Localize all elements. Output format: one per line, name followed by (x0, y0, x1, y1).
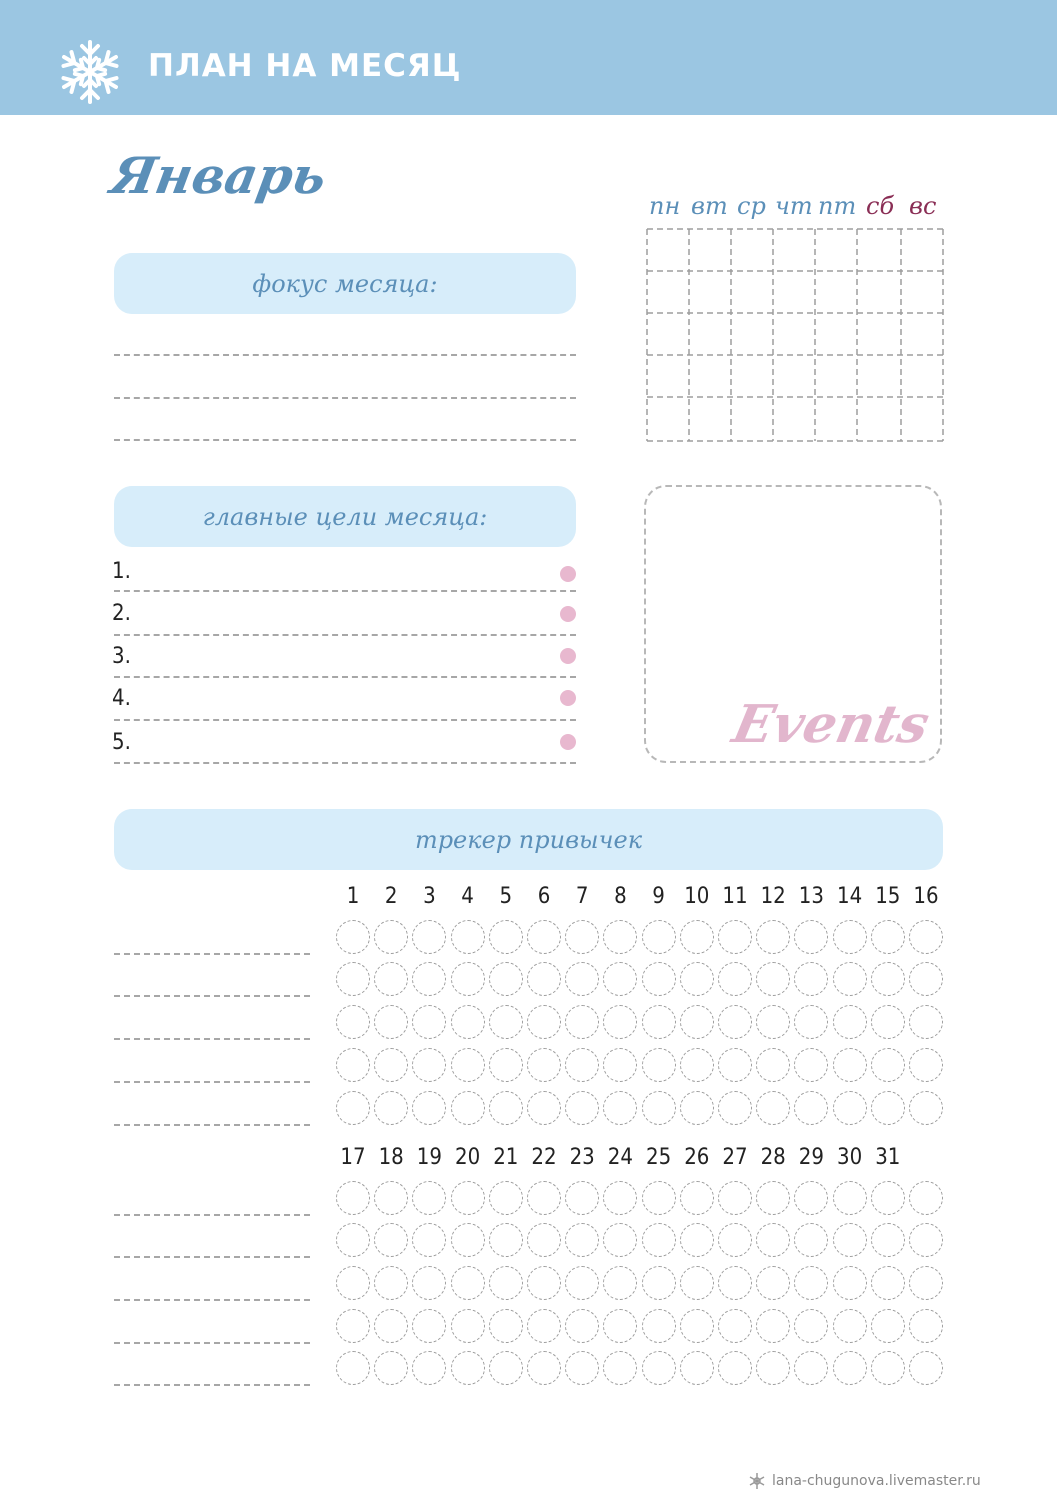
habit-check-circle[interactable] (871, 962, 905, 996)
habit-check-circle[interactable] (642, 1091, 676, 1125)
habit-check-circle[interactable] (833, 962, 867, 996)
habit-check-circle[interactable] (336, 1266, 370, 1300)
habit-check-circle[interactable] (756, 962, 790, 996)
habit-check-circle[interactable] (489, 1005, 523, 1039)
day-number: 11 (722, 884, 748, 909)
habit-check-circle[interactable] (680, 1005, 714, 1039)
goal-line[interactable] (114, 590, 576, 592)
day-number: 13 (798, 884, 824, 909)
goal-number: 4. (112, 686, 131, 711)
habit-check-circle[interactable] (718, 1309, 752, 1343)
goal-dot[interactable] (560, 606, 576, 622)
habit-check-circle[interactable] (527, 962, 561, 996)
habit-check-circle[interactable] (794, 1266, 828, 1300)
habit-check-circle[interactable] (909, 1181, 943, 1215)
habit-name-line[interactable] (114, 995, 310, 997)
habit-check-circle[interactable] (794, 1223, 828, 1257)
habit-check-circle[interactable] (565, 1223, 599, 1257)
day-number: 23 (569, 1145, 595, 1170)
habit-check-circle[interactable] (336, 962, 370, 996)
habit-check-circle[interactable] (871, 1048, 905, 1082)
weekday-sat: сб (866, 192, 895, 220)
habit-check-circle[interactable] (489, 920, 523, 954)
habit-check-circle[interactable] (565, 1181, 599, 1215)
habit-check-circle[interactable] (527, 1351, 561, 1385)
habit-check-circle[interactable] (412, 1091, 446, 1125)
tracker-header (114, 809, 943, 870)
habit-check-circle[interactable] (756, 1309, 790, 1343)
habit-check-circle[interactable] (642, 1351, 676, 1385)
habit-check-circle[interactable] (412, 1048, 446, 1082)
habit-check-circle[interactable] (833, 1309, 867, 1343)
day-number: 15 (875, 884, 901, 909)
habit-check-circle[interactable] (833, 1005, 867, 1039)
habit-check-circle[interactable] (451, 1091, 485, 1125)
month-title: Январь (106, 146, 331, 205)
habit-check-circle[interactable] (527, 920, 561, 954)
focus-line[interactable] (114, 439, 576, 441)
habit-check-circle[interactable] (680, 1309, 714, 1343)
habit-check-circle[interactable] (794, 1048, 828, 1082)
habit-check-circle[interactable] (794, 1181, 828, 1215)
habit-check-circle[interactable] (374, 1223, 408, 1257)
habit-check-circle[interactable] (871, 1005, 905, 1039)
habit-check-circle[interactable] (718, 1223, 752, 1257)
habit-check-circle[interactable] (718, 920, 752, 954)
habit-check-circle[interactable] (374, 1266, 408, 1300)
habit-check-circle[interactable] (412, 962, 446, 996)
events-label: Events (727, 694, 935, 755)
habit-check-circle[interactable] (642, 1048, 676, 1082)
habit-check-circle[interactable] (489, 1351, 523, 1385)
habit-name-line[interactable] (114, 1384, 310, 1386)
habit-check-circle[interactable] (603, 1223, 637, 1257)
goal-number: 3. (112, 644, 131, 669)
habit-check-circle[interactable] (642, 1223, 676, 1257)
habit-check-circle[interactable] (527, 1266, 561, 1300)
habit-check-circle[interactable] (489, 1048, 523, 1082)
day-number: 20 (455, 1145, 481, 1170)
habit-check-circle[interactable] (336, 1351, 370, 1385)
habit-check-circle[interactable] (680, 920, 714, 954)
habit-check-circle[interactable] (642, 1005, 676, 1039)
habit-check-circle[interactable] (756, 1181, 790, 1215)
habit-check-circle[interactable] (642, 1181, 676, 1215)
habit-check-circle[interactable] (412, 920, 446, 954)
habit-name-line[interactable] (114, 1038, 310, 1040)
habit-check-circle[interactable] (756, 1091, 790, 1125)
habit-check-circle[interactable] (412, 1223, 446, 1257)
habit-check-circle[interactable] (489, 1309, 523, 1343)
habit-name-line[interactable] (114, 1214, 310, 1216)
habit-check-circle[interactable] (336, 1309, 370, 1343)
day-number: 17 (340, 1145, 366, 1170)
weekday-fri: пт (818, 192, 857, 220)
habit-check-circle[interactable] (527, 1005, 561, 1039)
habit-check-circle[interactable] (756, 1005, 790, 1039)
habit-check-circle[interactable] (909, 1091, 943, 1125)
weekday-mon: пн (649, 192, 681, 220)
habit-check-circle[interactable] (451, 1351, 485, 1385)
focus-line[interactable] (114, 354, 576, 356)
habit-check-circle[interactable] (909, 962, 943, 996)
habit-check-circle[interactable] (374, 1309, 408, 1343)
habit-check-circle[interactable] (412, 1005, 446, 1039)
day-number: 14 (837, 884, 863, 909)
habit-check-circle[interactable] (451, 1223, 485, 1257)
habit-check-circle[interactable] (412, 1266, 446, 1300)
weekday-thu: чт (775, 192, 813, 220)
habit-check-circle[interactable] (833, 1266, 867, 1300)
habit-check-circle[interactable] (642, 1266, 676, 1300)
habit-check-circle[interactable] (336, 1223, 370, 1257)
habit-check-circle[interactable] (871, 1309, 905, 1343)
habit-check-circle[interactable] (374, 1005, 408, 1039)
habit-check-circle[interactable] (680, 1091, 714, 1125)
habit-check-circle[interactable] (833, 1181, 867, 1215)
habit-check-circle[interactable] (756, 1223, 790, 1257)
habit-check-circle[interactable] (451, 1181, 485, 1215)
habit-check-circle[interactable] (680, 1351, 714, 1385)
habit-check-circle[interactable] (871, 920, 905, 954)
habit-check-circle[interactable] (565, 962, 599, 996)
day-number: 19 (416, 1145, 442, 1170)
habit-check-circle[interactable] (833, 1048, 867, 1082)
day-number: 25 (646, 1145, 672, 1170)
habit-check-circle[interactable] (489, 1223, 523, 1257)
habit-check-circle[interactable] (603, 920, 637, 954)
habit-check-circle[interactable] (680, 1266, 714, 1300)
habit-name-line[interactable] (114, 1342, 310, 1344)
habit-check-circle[interactable] (565, 1309, 599, 1343)
snowflake-icon (748, 1472, 766, 1490)
tracker-label: трекер привычек (414, 825, 643, 854)
habit-check-circle[interactable] (756, 1266, 790, 1300)
habit-check-circle[interactable] (871, 1181, 905, 1215)
habit-name-line[interactable] (114, 1081, 310, 1083)
snowflake-icon (58, 38, 122, 106)
habit-check-circle[interactable] (527, 1223, 561, 1257)
day-number: 16 (913, 884, 939, 909)
habit-check-circle[interactable] (794, 1005, 828, 1039)
habit-check-circle[interactable] (756, 1351, 790, 1385)
habit-check-circle[interactable] (565, 1048, 599, 1082)
habit-check-circle[interactable] (451, 920, 485, 954)
goal-line[interactable] (114, 719, 576, 721)
focus-label: фокус месяца: (252, 269, 438, 298)
habit-check-circle[interactable] (718, 1266, 752, 1300)
page-title: ПЛАН НА МЕСЯЦ (148, 48, 462, 84)
day-number: 31 (875, 1145, 901, 1170)
habit-check-circle[interactable] (718, 1048, 752, 1082)
day-number: 1 (346, 884, 360, 909)
focus-header (114, 253, 576, 314)
habit-check-circle[interactable] (565, 1351, 599, 1385)
habit-name-line[interactable] (114, 1124, 310, 1126)
focus-line[interactable] (114, 397, 576, 399)
goal-number: 5. (112, 730, 131, 755)
day-number: 27 (722, 1145, 748, 1170)
habit-check-circle[interactable] (451, 1309, 485, 1343)
habit-check-circle[interactable] (794, 920, 828, 954)
day-number: 9 (652, 884, 665, 909)
day-number: 21 (493, 1145, 519, 1170)
habit-check-circle[interactable] (718, 1181, 752, 1215)
day-number: 18 (378, 1145, 404, 1170)
habit-check-circle[interactable] (680, 962, 714, 996)
habit-check-circle[interactable] (909, 1048, 943, 1082)
habit-check-circle[interactable] (909, 920, 943, 954)
calendar-grid[interactable] (646, 228, 944, 444)
habit-name-line[interactable] (114, 1256, 310, 1258)
habit-check-circle[interactable] (374, 962, 408, 996)
goals-header (114, 486, 576, 547)
habit-check-circle[interactable] (603, 1048, 637, 1082)
habit-check-circle[interactable] (794, 962, 828, 996)
habit-name-line[interactable] (114, 953, 310, 955)
goals-label: главные цели месяца: (202, 502, 488, 531)
habit-check-circle[interactable] (603, 1091, 637, 1125)
habit-check-circle[interactable] (909, 1005, 943, 1039)
day-number: 30 (837, 1145, 863, 1170)
habit-check-circle[interactable] (527, 1048, 561, 1082)
goal-line[interactable] (114, 634, 576, 636)
habit-check-circle[interactable] (642, 962, 676, 996)
habit-check-circle[interactable] (871, 1351, 905, 1385)
habit-check-circle[interactable] (336, 920, 370, 954)
habit-check-circle[interactable] (489, 1181, 523, 1215)
habit-check-circle[interactable] (374, 920, 408, 954)
goal-dot[interactable] (560, 648, 576, 664)
footer (748, 1472, 981, 1490)
habit-check-circle[interactable] (833, 1223, 867, 1257)
habit-check-circle[interactable] (909, 1266, 943, 1300)
habit-check-circle[interactable] (718, 1005, 752, 1039)
habit-check-circle[interactable] (336, 1005, 370, 1039)
day-number: 10 (684, 884, 710, 909)
habit-check-circle[interactable] (909, 1351, 943, 1385)
habit-check-circle[interactable] (871, 1223, 905, 1257)
habit-check-circle[interactable] (489, 1266, 523, 1300)
habit-check-circle[interactable] (412, 1181, 446, 1215)
habit-check-circle[interactable] (833, 920, 867, 954)
habit-check-circle[interactable] (336, 1091, 370, 1125)
day-number: 29 (798, 1145, 824, 1170)
habit-check-circle[interactable] (871, 1091, 905, 1125)
goal-line[interactable] (114, 762, 576, 764)
day-number: 12 (760, 884, 786, 909)
goal-dot[interactable] (560, 566, 576, 582)
day-number: 8 (614, 884, 627, 909)
weekday-wed: ср (737, 192, 766, 220)
day-number: 28 (760, 1145, 786, 1170)
day-number: 4 (461, 884, 474, 909)
habit-check-circle[interactable] (603, 1309, 637, 1343)
habit-check-circle[interactable] (909, 1309, 943, 1343)
habit-check-circle[interactable] (374, 1351, 408, 1385)
habit-check-circle[interactable] (680, 1048, 714, 1082)
habit-check-circle[interactable] (336, 1181, 370, 1215)
habit-check-circle[interactable] (756, 920, 790, 954)
habit-check-circle[interactable] (603, 1005, 637, 1039)
habit-check-circle[interactable] (527, 1181, 561, 1215)
habit-check-circle[interactable] (412, 1309, 446, 1343)
habit-check-circle[interactable] (603, 1351, 637, 1385)
day-number: 24 (607, 1145, 633, 1170)
habit-check-circle[interactable] (756, 1048, 790, 1082)
habit-check-circle[interactable] (642, 920, 676, 954)
habit-check-circle[interactable] (565, 1091, 599, 1125)
habit-check-circle[interactable] (527, 1091, 561, 1125)
habit-check-circle[interactable] (489, 1091, 523, 1125)
habit-check-circle[interactable] (374, 1048, 408, 1082)
habit-check-circle[interactable] (565, 920, 599, 954)
habit-check-circle[interactable] (603, 1181, 637, 1215)
goal-line[interactable] (114, 676, 576, 678)
habit-check-circle[interactable] (718, 962, 752, 996)
habit-check-circle[interactable] (451, 1005, 485, 1039)
habit-check-circle[interactable] (603, 1266, 637, 1300)
page-header (0, 0, 1057, 115)
habit-check-circle[interactable] (336, 1048, 370, 1082)
habit-check-circle[interactable] (718, 1351, 752, 1385)
habit-check-circle[interactable] (603, 962, 637, 996)
habit-check-circle[interactable] (451, 1048, 485, 1082)
habit-check-circle[interactable] (374, 1091, 408, 1125)
habit-check-circle[interactable] (833, 1091, 867, 1125)
habit-check-circle[interactable] (527, 1309, 561, 1343)
habit-check-circle[interactable] (642, 1309, 676, 1343)
day-number: 6 (537, 884, 551, 909)
goal-dot[interactable] (560, 690, 576, 706)
day-number: 22 (531, 1145, 557, 1170)
goal-number: 2. (112, 601, 131, 626)
day-number: 5 (499, 884, 513, 909)
events-box[interactable] (644, 485, 942, 763)
day-number: 3 (423, 884, 436, 909)
habit-check-circle[interactable] (565, 1266, 599, 1300)
habit-check-circle[interactable] (794, 1351, 828, 1385)
weekday-tue: вт (691, 192, 728, 220)
habit-check-circle[interactable] (871, 1266, 905, 1300)
habit-check-circle[interactable] (451, 962, 485, 996)
habit-check-circle[interactable] (833, 1351, 867, 1385)
habit-check-circle[interactable] (412, 1351, 446, 1385)
habit-check-circle[interactable] (680, 1223, 714, 1257)
habit-check-circle[interactable] (451, 1266, 485, 1300)
habit-check-circle[interactable] (489, 962, 523, 996)
goal-dot[interactable] (560, 734, 576, 750)
habit-check-circle[interactable] (718, 1091, 752, 1125)
habit-name-line[interactable] (114, 1299, 310, 1301)
habit-check-circle[interactable] (374, 1181, 408, 1215)
weekday-sun: вс (909, 192, 937, 220)
day-number: 26 (684, 1145, 710, 1170)
day-number: 2 (384, 884, 398, 909)
habit-check-circle[interactable] (794, 1309, 828, 1343)
goal-number: 1. (112, 559, 131, 584)
habit-check-circle[interactable] (794, 1091, 828, 1125)
habit-check-circle[interactable] (680, 1181, 714, 1215)
day-number: 7 (575, 884, 589, 909)
habit-check-circle[interactable] (909, 1223, 943, 1257)
habit-check-circle[interactable] (565, 1005, 599, 1039)
footer-text: lana-chugunova.livemaster.ru (772, 1473, 981, 1489)
